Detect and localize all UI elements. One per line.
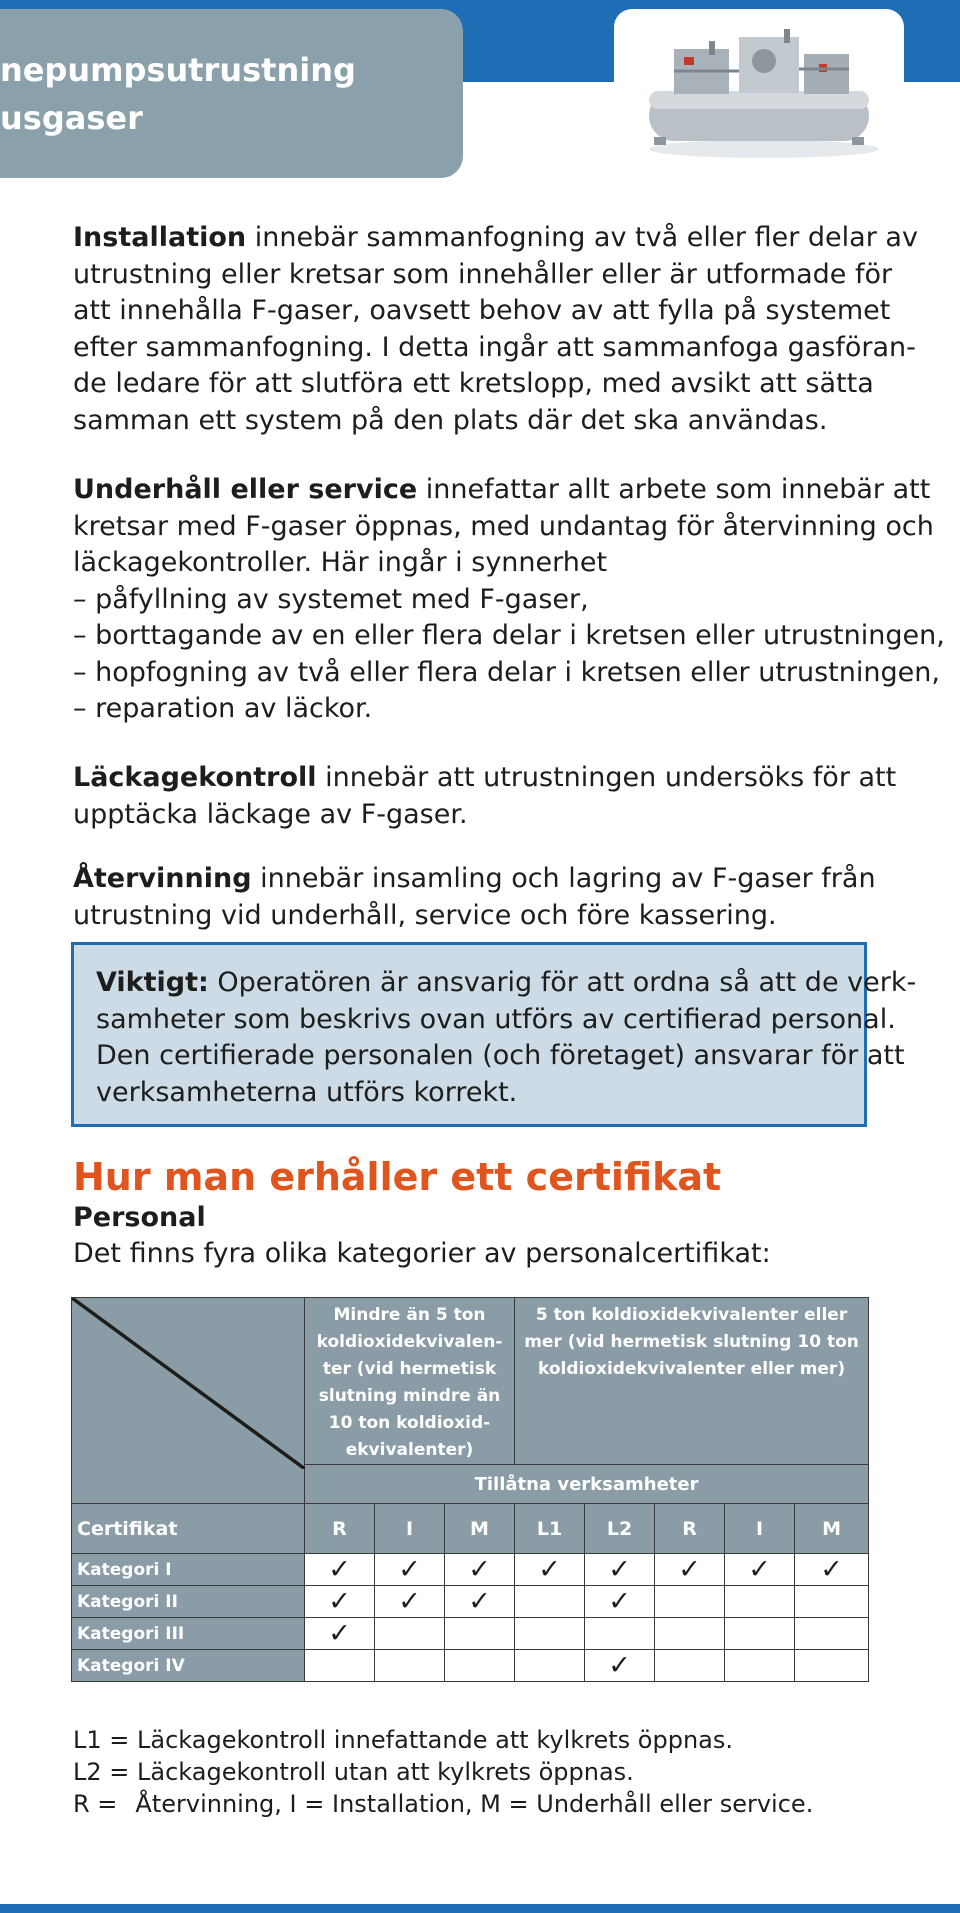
page-title-line-1: nepumpsutrustning (0, 51, 356, 89)
check-cell (655, 1586, 725, 1618)
leak-check-paragraph: Läckagekontroll innebär att utrustningen undersöks för att upptäcka läckage av F-gaser. (73, 762, 897, 830)
legend-r: R = Återvinning, I = Installation, M = Underhåll eller service. (73, 1790, 814, 1818)
check-mark-cell: ✓ (305, 1554, 375, 1586)
row-label: Kategori III (72, 1618, 305, 1650)
legend-l1: L1 = Läckagekontroll innefattande att kylkrets öppnas. (73, 1726, 733, 1754)
certificate-label: Certifikat (72, 1504, 305, 1554)
section-heading: Hur man erhåller ett certifikat (73, 1155, 722, 1199)
check-cell (515, 1586, 585, 1618)
check-cell (515, 1650, 585, 1682)
maintenance-term: Underhåll eller service (73, 474, 418, 505)
column-header: M (795, 1504, 869, 1554)
check-mark-cell: ✓ (305, 1618, 375, 1650)
row-label: Kategori IV (72, 1650, 305, 1682)
column-header: L1 (515, 1504, 585, 1554)
column-header: R (305, 1504, 375, 1554)
check-mark-cell: ✓ (445, 1586, 515, 1618)
check-mark-cell: ✓ (585, 1586, 655, 1618)
row-label: Kategori I (72, 1554, 305, 1586)
check-mark-cell: ✓ (375, 1586, 445, 1618)
check-cell (445, 1618, 515, 1650)
activities-header: Tillåtna verksamheter (305, 1465, 869, 1504)
column-header: L2 (585, 1504, 655, 1554)
check-cell (445, 1650, 515, 1682)
row-label: Kategori II (72, 1586, 305, 1618)
column-header: I (725, 1504, 795, 1554)
check-mark-cell: ✓ (305, 1586, 375, 1618)
table-row (72, 1618, 869, 1650)
check-cell (515, 1618, 585, 1650)
recovery-term: Återvinning (73, 863, 252, 894)
check-mark-cell: ✓ (655, 1554, 725, 1586)
group-header-large: 5 ton koldioxidekvivalenter eller mer (vid hermetisk slutning 10 ton koldioxidekvivalenter eller mer) (515, 1298, 869, 1465)
check-cell (725, 1618, 795, 1650)
leak-check-term: Läckagekontroll (73, 762, 317, 793)
column-header: I (375, 1504, 445, 1554)
table-corner (72, 1298, 305, 1504)
recovery-paragraph: Återvinning innebär insamling och lagring av F-gaser från utrustning vid underhåll, service och före kassering. (73, 863, 876, 931)
check-cell (305, 1650, 375, 1682)
check-cell (375, 1650, 445, 1682)
title-box (0, 9, 463, 178)
diagonal-line (72, 1298, 305, 1469)
check-mark-cell: ✓ (585, 1554, 655, 1586)
check-mark-cell: ✓ (795, 1554, 869, 1586)
column-header-row (72, 1504, 869, 1554)
table-row (72, 1650, 869, 1682)
check-cell (725, 1586, 795, 1618)
important-notice-box: Viktigt: Operatören är ansvarig för att ordna så att de verk- samheter som beskrivs ovan utförs av certifierad personal. Den certifierade personalen (och företaget) ansvarar för att verksamheterna utförs korrekt. (71, 942, 867, 1127)
footer-band (0, 1904, 960, 1913)
check-mark-cell: ✓ (445, 1554, 515, 1586)
sub-heading: Personal (73, 1202, 206, 1233)
column-header: R (655, 1504, 725, 1554)
page-title-line-2: usgaser (0, 99, 143, 137)
installation-term: Installation (73, 222, 247, 253)
legend-l2: L2 = Läckagekontroll utan att kylkrets öppnas. (73, 1758, 634, 1786)
refrigeration-unit-icon (614, 9, 904, 173)
important-label: Viktigt: (96, 967, 209, 998)
check-cell (655, 1650, 725, 1682)
equipment-photo (614, 9, 904, 173)
check-cell (585, 1618, 655, 1650)
table-row (72, 1554, 869, 1586)
column-header: M (445, 1504, 515, 1554)
check-cell (795, 1650, 869, 1682)
check-mark-cell: ✓ (515, 1554, 585, 1586)
table-row (72, 1586, 869, 1618)
intro-text: Det finns fyra olika kategorier av personalcertifikat: (73, 1238, 771, 1269)
check-cell (725, 1650, 795, 1682)
maintenance-paragraph: Underhåll eller service innefattar allt arbete som innebär att kretsar med F-gaser öppnas, med undantag för återvinning och läckagekontroller. Här ingår i synnerhet – påfyllning av systemet med F-gaser, – borttagande av en eller flera delar i kretsen eller utrustningen, – hopfogning av två eller flera delar i kretsen eller utrustningen, – reparation av läckor. (73, 474, 945, 724)
check-mark-cell: ✓ (375, 1554, 445, 1586)
installation-paragraph: Installation innebär sammanfogning av två eller fler delar av utrustning eller kretsar som innehåller eller är utformade för att innehålla F-gaser, oavsett behov av att fylla på systemet efter sammanfogning. I detta ingår att sammanfoga gasföran- de ledare för att slutföra ett kretslopp, med avsikt att sätta samman ett system på den plats där det ska användas. (73, 222, 918, 436)
group-header-small: Mindre än 5 ton koldioxidekvivalen- ter (vid hermetisk slutning mindre än 10 ton koldioxid- ekvivalenter) (305, 1298, 515, 1465)
check-cell (795, 1618, 869, 1650)
check-mark-cell: ✓ (585, 1650, 655, 1682)
check-cell (655, 1618, 725, 1650)
check-cell (375, 1618, 445, 1650)
check-cell (795, 1586, 869, 1618)
certificate-table (71, 1297, 869, 1682)
check-mark-cell: ✓ (725, 1554, 795, 1586)
